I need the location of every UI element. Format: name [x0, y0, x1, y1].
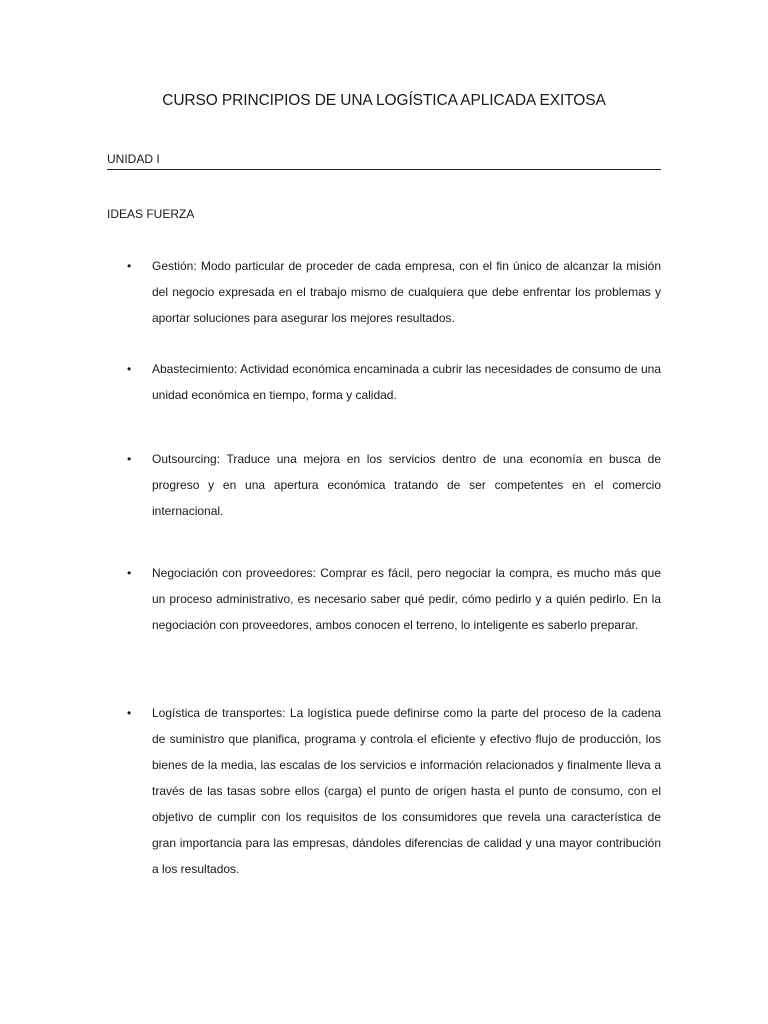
list-item — [107, 700, 661, 882]
bullet-icon: • — [127, 362, 132, 376]
bullet-icon: • — [127, 706, 132, 720]
unit-heading: UNIDAD I — [107, 152, 661, 170]
list-item-text: Gestión: Modo particular de proceder de cada empresa, con el fin único de alcanzar la misión del negocio expresada en el trabajo mismo de cualquiera que debe enfrentar los problemas y aportar soluciones para asegurar los mejores resultados. — [152, 259, 661, 325]
bullet-icon: • — [127, 259, 132, 273]
list-item — [107, 356, 661, 408]
list-item-text: Outsourcing: Traduce una mejora en los servicios dentro de una economía en busca de progreso y en una apertura económica tratando de ser competentes en el comercio internacional. — [152, 452, 661, 518]
list-item — [107, 253, 661, 331]
bullet-icon: • — [127, 452, 132, 466]
document-title: CURSO PRINCIPIOS DE UNA LOGÍSTICA APLICADA EXITOSA — [162, 92, 606, 109]
section-heading: IDEAS FUERZA — [107, 207, 195, 221]
list-item-text: Negociación con proveedores: Comprar es fácil, pero negociar la compra, es mucho más que un proceso administrativo, es necesario saber qué pedir, cómo pedirlo y a quién pedirlo. En la negociación con proveedores, ambos conocen el terreno, lo inteligente es saberlo preparar. — [152, 566, 661, 632]
list-item-text: Logística de transportes: La logística puede definirse como la parte del proceso de la cadena de suministro que planifica, programa y controla el eficiente y efectivo flujo de producción, los bienes de la media, las escalas de los servicios e información relacionados y finalmente lleva a través de las tasas sobre ellos (carga) el punto de origen hasta el punto de consumo, con el objetivo de cumplir con los requisitos de los consumidores que revela una característica de gran importancia para las empresas, dándoles diferencias de calidad y una mayor contribución a los resultados. — [152, 706, 661, 876]
list-item-text: Abastecimiento: Actividad económica encaminada a cubrir las necesidades de consumo de una unidad económica en tiempo, forma y calidad. — [152, 362, 661, 402]
bullet-icon: • — [127, 566, 132, 580]
list-item — [107, 446, 661, 524]
list-item — [107, 560, 661, 638]
